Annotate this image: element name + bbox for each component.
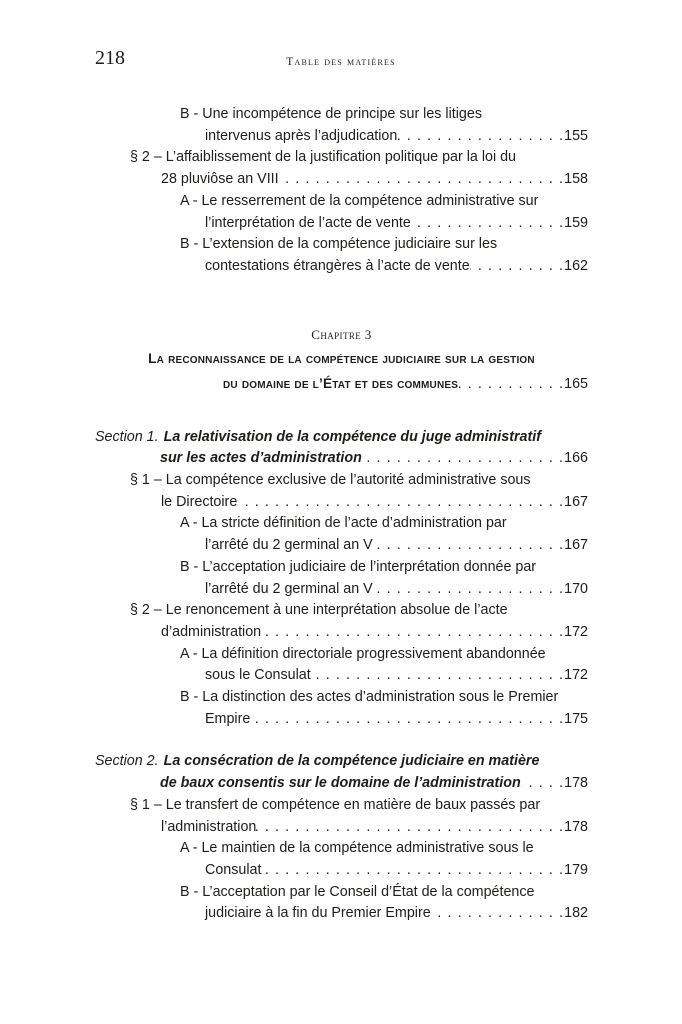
dot-leader xyxy=(521,773,564,795)
toc-entry-ab xyxy=(95,513,588,556)
entry-line-2: l’arrêté du 2 germinal an V xyxy=(205,580,373,597)
toc-block-pre-chapter xyxy=(95,104,588,278)
entry-line-2: sous le Consulat xyxy=(205,667,311,684)
entry-line-1: § 2 – L’affaiblissement de la justification politique par la loi du xyxy=(130,149,516,166)
toc-entry-ab xyxy=(95,687,588,730)
toc-entry-ab xyxy=(95,644,588,687)
toc-entry-paragraph xyxy=(95,470,588,513)
chapter-heading xyxy=(95,324,588,397)
page-folio: 218 xyxy=(95,47,125,69)
page-number: 179 xyxy=(564,861,588,878)
entry-line-2: intervenus après l’adjudication xyxy=(205,127,398,144)
toc-entry-ab xyxy=(95,191,588,234)
page-number: 158 xyxy=(564,171,588,188)
entry-line-2: Consulat xyxy=(205,861,262,878)
section-prefix: Section 2. xyxy=(95,753,159,770)
page-number: 165 xyxy=(564,375,588,392)
entry-line-1 xyxy=(95,751,588,773)
dot-leader xyxy=(458,372,564,397)
toc-entry-ab xyxy=(95,557,588,600)
entry-line-1: A - Le resserrement de la compétence administrative sur xyxy=(180,192,539,209)
toc-entry-ab xyxy=(95,882,588,925)
toc-entry-paragraph xyxy=(95,795,588,838)
entry-line-1: B - L’extension de la compétence judiciaire sur les xyxy=(180,236,498,253)
page-number: 167 xyxy=(564,537,588,554)
page-number: 178 xyxy=(564,818,588,835)
entry-line-2: sur les actes d’administration xyxy=(160,450,362,467)
toc-entry-paragraph xyxy=(95,600,588,643)
entry-line-2: contestations étrangères à l’acte de vente xyxy=(205,257,470,274)
dot-leader xyxy=(279,169,565,191)
dot-leader xyxy=(362,448,564,470)
dot-leader xyxy=(431,903,564,925)
entry-line-2: 28 pluviôse an VIII xyxy=(161,171,279,188)
entry-line-2: l’interprétation de l’acte de vente xyxy=(205,214,411,231)
toc-block-section-1 xyxy=(95,427,588,731)
toc-entry-ab xyxy=(95,234,588,277)
dot-leader xyxy=(373,579,564,601)
entry-line-1: A - La stricte définition de l’acte d’administration par xyxy=(180,515,507,532)
dot-leader xyxy=(256,817,564,839)
chapter-kicker: Chapitre 3 xyxy=(311,326,372,342)
entry-line-2: l’arrêté du 2 germinal an V xyxy=(205,537,373,554)
entry-line-2: Empire xyxy=(205,710,251,727)
dot-leader xyxy=(237,492,564,514)
section-prefix: Section 1. xyxy=(95,428,159,445)
entry-line-1: § 2 – Le renoncement à une interprétation absolue de l’acte xyxy=(130,602,508,619)
dot-leader xyxy=(261,860,564,882)
entry-line-1: B - La distinction des actes d’administration sous le Premier xyxy=(180,689,559,706)
entry-line-1: A - La définition directoriale progressivement abandonnée xyxy=(180,645,546,662)
page-number: 182 xyxy=(564,905,588,922)
page-number: 172 xyxy=(564,667,588,684)
entry-line-1: § 1 – La compétence exclusive de l’autorité administrative sous xyxy=(130,472,531,489)
dot-leader xyxy=(250,709,564,731)
chapter-title-line-2: du domaine de l’État et des communes xyxy=(223,375,459,391)
page-number: 167 xyxy=(564,493,588,510)
entry-line-2: l’administration xyxy=(161,818,257,835)
dot-leader xyxy=(411,213,564,235)
entry-line-2: le Directoire xyxy=(161,493,238,510)
page-number: 155 xyxy=(564,127,588,144)
chapter-title-line-1: La reconnaissance de la compétence judiciaire sur la gestion xyxy=(148,350,535,366)
toc-entry-ab xyxy=(95,838,588,881)
dot-leader xyxy=(373,535,564,557)
entry-line-1: § 1 – Le transfert de compétence en matière de baux passés par xyxy=(130,796,541,813)
entry-line-1 xyxy=(95,427,588,449)
entry-line-1: B - Une incompétence de principe sur les litiges xyxy=(180,106,482,122)
toc-entry-ab xyxy=(95,104,588,147)
toc-entry-paragraph xyxy=(95,147,588,190)
page-number: 159 xyxy=(564,214,588,231)
page-number: 175 xyxy=(564,710,588,727)
toc-block-section-2 xyxy=(95,751,588,925)
entry-line-2: d’administration xyxy=(161,623,262,640)
running-header: Table des matières xyxy=(286,56,396,68)
page-number: 172 xyxy=(564,623,588,640)
section-title: La relativisation de la compétence du juge administratif xyxy=(163,428,541,445)
dot-leader xyxy=(470,256,564,278)
page-number: 178 xyxy=(564,775,588,792)
dot-leader xyxy=(311,665,564,687)
dot-leader xyxy=(397,126,564,148)
toc-entry-section xyxy=(95,751,588,794)
page-number: 170 xyxy=(564,580,588,597)
dot-leader xyxy=(261,622,564,644)
entry-line-1: B - L’acceptation judiciaire de l’interprétation donnée par xyxy=(180,558,537,575)
entry-line-1: B - L’acceptation par le Conseil d’État de la compétence xyxy=(180,883,535,900)
table-of-contents xyxy=(95,104,588,925)
section-title: La consécration de la compétence judiciaire en matière xyxy=(163,753,540,770)
entry-line-2: de baux consentis sur le domaine de l’administration xyxy=(160,775,521,792)
page-number: 166 xyxy=(564,450,588,467)
page-number: 162 xyxy=(564,257,588,274)
toc-entry-section xyxy=(95,427,588,470)
entry-line-2: judiciaire à la fin du Premier Empire xyxy=(205,905,431,922)
entry-line-1: A - Le maintien de la compétence administrative sous le xyxy=(180,840,534,857)
